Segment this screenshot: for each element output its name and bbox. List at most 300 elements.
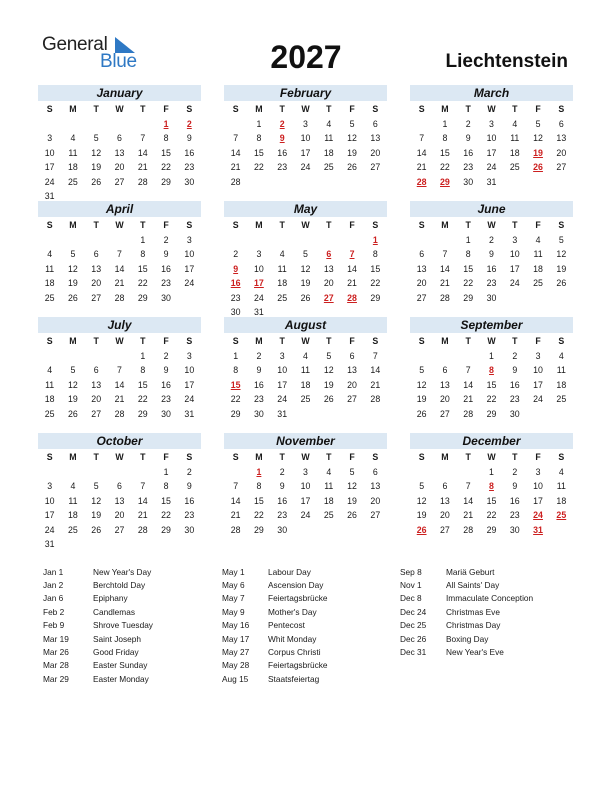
day-cell: 24	[300, 510, 311, 521]
day-cell: 7	[140, 481, 146, 492]
month-title: April	[38, 201, 201, 217]
holiday-name: Christmas Day	[446, 620, 501, 631]
day-cell: 19	[416, 510, 427, 521]
holiday-day-cell: 1	[372, 234, 378, 245]
calendar-year: 2027	[270, 39, 342, 75]
day-cell: 4	[47, 249, 53, 260]
day-cell: 4	[70, 133, 76, 144]
holiday-name: Easter Sunday	[93, 660, 148, 671]
day-cell: 8	[256, 133, 262, 144]
day-cell: 8	[163, 133, 169, 144]
day-cell: 10	[184, 249, 195, 260]
holiday-row	[222, 645, 328, 658]
month-february	[224, 85, 387, 189]
weekday-label: M	[69, 104, 77, 115]
day-cell: 13	[370, 133, 381, 144]
day-cell: 17	[509, 263, 520, 274]
day-cell: 21	[463, 394, 474, 405]
day-cell: 3	[256, 249, 262, 260]
day-cell: 19	[91, 510, 102, 521]
holiday-name: Staatsfeiertag	[268, 673, 320, 684]
day-cell: 19	[347, 147, 357, 158]
day-cell: 30	[486, 292, 497, 303]
weekday-label: M	[441, 104, 449, 115]
day-cell: 14	[137, 147, 148, 158]
weekday-label: T	[326, 220, 332, 231]
weekday-label: T	[465, 336, 471, 347]
day-cell: 10	[254, 263, 264, 274]
day-cell: 28	[114, 408, 125, 419]
day-cell: 6	[117, 481, 122, 492]
day-cell: 17	[533, 495, 543, 506]
day-cell: 29	[161, 176, 171, 187]
holiday-date: Jan 1	[43, 566, 64, 577]
weekday-label: M	[69, 452, 77, 463]
day-cell: 11	[45, 379, 55, 390]
day-cell: 12	[556, 249, 567, 260]
day-cell: 4	[47, 365, 53, 376]
day-cell: 21	[137, 162, 148, 173]
holiday-row	[43, 565, 153, 578]
week-row	[38, 508, 201, 523]
day-cell: 25	[323, 162, 334, 173]
day-cell: 5	[349, 118, 355, 129]
week-row	[410, 465, 573, 480]
day-cell: 9	[512, 365, 518, 376]
holiday-day-cell: 1	[163, 118, 169, 129]
day-cell: 27	[114, 176, 125, 187]
day-cell: 22	[254, 510, 264, 521]
week-row	[224, 117, 387, 132]
day-cell: 19	[68, 278, 78, 289]
day-cell: 20	[440, 510, 450, 521]
day-cell: 27	[347, 394, 357, 405]
weekday-label: M	[441, 336, 449, 347]
day-cell: 4	[535, 234, 541, 245]
day-cell: 19	[323, 379, 334, 390]
day-cell: 9	[465, 133, 471, 144]
week-row	[38, 349, 201, 364]
logo-text-general: General	[42, 34, 108, 55]
day-cell: 27	[370, 162, 381, 173]
holiday-name: Ascension Day	[268, 580, 324, 591]
holiday-day-cell: 9	[233, 263, 239, 274]
day-cell: 22	[137, 394, 148, 405]
day-cell: 22	[370, 278, 381, 289]
weekday-label: W	[115, 452, 124, 463]
day-cell: 5	[326, 350, 332, 361]
weekday-label: F	[535, 452, 541, 463]
holiday-date: Dec 31	[400, 647, 427, 658]
day-cell: 9	[186, 133, 192, 144]
holiday-name: Boxing Day	[446, 633, 489, 644]
day-cell: 7	[140, 133, 146, 144]
day-cell: 30	[161, 292, 171, 303]
day-cell: 1	[233, 350, 239, 361]
holiday-date: May 1	[222, 566, 245, 577]
day-cell: 13	[556, 133, 567, 144]
day-cell: 3	[47, 133, 53, 144]
day-cell: 23	[230, 292, 241, 303]
weekday-label: S	[186, 452, 193, 463]
weekday-label: T	[512, 220, 518, 231]
day-cell: 4	[326, 466, 332, 477]
day-cell: 24	[300, 162, 311, 173]
holiday-row	[400, 605, 533, 618]
holiday-date: Jan 2	[43, 580, 64, 591]
day-cell: 15	[486, 495, 497, 506]
day-cell: 6	[349, 350, 355, 361]
day-cell: 27	[370, 510, 381, 521]
day-cell: 29	[161, 524, 171, 535]
weekday-label: T	[512, 336, 518, 347]
day-cell: 3	[535, 350, 541, 361]
month-title: March	[410, 85, 573, 101]
day-cell: 22	[161, 510, 171, 521]
day-cell: 16	[463, 147, 474, 158]
day-cell: 30	[463, 176, 474, 187]
holiday-date: Feb 2	[43, 606, 65, 617]
day-cell: 28	[370, 394, 381, 405]
day-cell: 18	[68, 162, 78, 173]
month-january	[38, 85, 201, 204]
day-cell: 17	[277, 379, 288, 390]
day-cell: 18	[44, 394, 55, 405]
day-cell: 26	[300, 292, 311, 303]
week-row	[410, 276, 573, 291]
weekday-label: F	[349, 104, 355, 115]
day-cell: 1	[489, 466, 494, 477]
day-cell: 13	[370, 481, 381, 492]
holiday-row	[43, 578, 153, 591]
weekday-label: S	[372, 104, 379, 115]
week-row	[38, 175, 201, 190]
day-cell: 31	[44, 191, 55, 202]
day-cell: 10	[184, 365, 195, 376]
weekday-label: S	[232, 220, 239, 231]
day-cell: 10	[300, 481, 311, 492]
weekday-label: T	[326, 452, 332, 463]
day-cell: 23	[161, 394, 171, 405]
week-row	[224, 479, 387, 494]
day-cell: 14	[114, 379, 125, 390]
day-cell: 18	[556, 495, 567, 506]
day-cell: 18	[44, 278, 55, 289]
day-cell: 2	[163, 350, 169, 361]
weekday-label: S	[232, 336, 239, 347]
day-cell: 24	[533, 394, 543, 405]
day-cell: 22	[137, 278, 148, 289]
holiday-date: Mar 19	[43, 633, 69, 644]
weekday-header	[38, 334, 201, 349]
month-june	[410, 201, 573, 305]
weekday-header	[410, 450, 573, 465]
day-cell: 29	[370, 292, 381, 303]
week-row	[410, 146, 573, 161]
day-cell: 22	[161, 162, 171, 173]
holiday-row	[400, 565, 533, 578]
holiday-name: Immaculate Conception	[446, 593, 534, 604]
day-cell: 8	[442, 133, 448, 144]
day-cell: 18	[323, 147, 334, 158]
day-cell: 10	[277, 365, 288, 376]
day-cell: 21	[463, 510, 474, 521]
weekday-label: M	[69, 220, 77, 231]
day-cell: 16	[509, 495, 520, 506]
day-cell: 11	[68, 147, 78, 158]
day-cell: 6	[442, 481, 448, 492]
day-cell: 4	[70, 481, 76, 492]
holiday-row	[222, 632, 328, 645]
day-cell: 13	[91, 263, 102, 274]
day-cell: 28	[463, 524, 474, 535]
day-cell: 6	[93, 249, 99, 260]
day-cell: 19	[91, 162, 102, 173]
week-row	[410, 247, 573, 262]
holiday-date: Dec 26	[400, 633, 427, 644]
day-cell: 26	[347, 162, 357, 173]
day-cell: 7	[419, 133, 425, 144]
day-cell: 14	[440, 263, 450, 274]
day-cell: 28	[463, 408, 474, 419]
day-cell: 26	[347, 510, 357, 521]
day-cell: 25	[323, 510, 334, 521]
day-cell: 14	[347, 263, 357, 274]
day-cell: 20	[370, 495, 381, 506]
day-cell: 4	[303, 350, 308, 361]
holiday-row	[400, 578, 533, 591]
day-cell: 22	[230, 394, 241, 405]
day-cell: 27	[91, 292, 102, 303]
weekday-label: T	[93, 452, 99, 463]
weekday-label: F	[535, 220, 541, 231]
day-cell: 30	[230, 307, 241, 318]
weekday-label: S	[46, 336, 53, 347]
weekday-header	[224, 102, 387, 117]
weekday-label: W	[301, 452, 310, 463]
day-cell: 1	[489, 350, 494, 361]
month-title: December	[410, 433, 573, 449]
holiday-day-cell: 2	[279, 118, 285, 129]
week-row	[410, 479, 573, 494]
holiday-day-cell: 8	[489, 365, 494, 376]
holiday-name: New Year's Day	[93, 566, 152, 577]
day-cell: 21	[230, 510, 241, 521]
day-cell: 5	[70, 249, 76, 260]
day-cell: 17	[300, 495, 311, 506]
weekday-label: W	[487, 104, 496, 115]
day-cell: 24	[184, 278, 195, 289]
holiday-date: May 27	[222, 647, 250, 658]
week-row	[224, 262, 387, 277]
day-cell: 26	[91, 524, 102, 535]
week-row	[224, 392, 387, 407]
weekday-label: M	[441, 220, 449, 231]
day-cell: 16	[277, 495, 288, 506]
day-cell: 13	[114, 147, 125, 158]
day-cell: 23	[184, 510, 195, 521]
day-cell: 21	[114, 278, 125, 289]
month-december	[410, 433, 573, 537]
day-cell: 19	[347, 495, 357, 506]
holiday-date: Jan 6	[43, 593, 64, 604]
day-cell: 24	[44, 176, 55, 187]
week-row	[410, 508, 573, 523]
holiday-name: Feiertagsbrücke	[268, 660, 328, 671]
day-cell: 30	[254, 408, 264, 419]
holiday-row	[43, 605, 153, 618]
day-cell: 3	[303, 466, 308, 477]
day-cell: 26	[323, 394, 334, 405]
weekday-label: T	[279, 220, 285, 231]
weekday-label: W	[115, 336, 124, 347]
holiday-name: Mother's Day	[268, 606, 317, 617]
day-cell: 11	[68, 495, 78, 506]
month-title: July	[38, 317, 201, 333]
weekday-header	[224, 450, 387, 465]
holiday-name: Berchtold Day	[93, 580, 146, 591]
holiday-date: Nov 1	[400, 580, 422, 591]
holiday-day-cell: 9	[279, 133, 285, 144]
day-cell: 15	[440, 147, 450, 158]
day-cell: 15	[254, 495, 264, 506]
day-cell: 6	[372, 118, 378, 129]
day-cell: 18	[509, 147, 520, 158]
day-cell: 6	[372, 466, 378, 477]
day-cell: 23	[486, 278, 497, 289]
holiday-row	[222, 605, 328, 618]
day-cell: 23	[277, 510, 288, 521]
holiday-day-cell: 6	[326, 249, 332, 260]
weekday-label: T	[512, 452, 518, 463]
day-cell: 15	[486, 379, 497, 390]
holiday-day-cell: 26	[533, 162, 543, 173]
day-cell: 12	[68, 379, 78, 390]
week-row	[224, 146, 387, 161]
day-cell: 9	[186, 481, 192, 492]
weekday-label: T	[279, 104, 285, 115]
week-row	[410, 117, 573, 132]
day-cell: 23	[509, 394, 520, 405]
weekday-label: M	[255, 452, 263, 463]
holiday-date: May 9	[222, 606, 245, 617]
holiday-name: New Year's Eve	[446, 647, 504, 658]
day-cell: 12	[416, 495, 427, 506]
holiday-name: Feiertagsbrücke	[268, 593, 328, 604]
weekday-label: T	[279, 452, 285, 463]
weekday-label: T	[140, 220, 146, 231]
day-cell: 20	[91, 394, 102, 405]
day-cell: 21	[370, 379, 381, 390]
day-cell: 2	[256, 350, 262, 361]
day-cell: 31	[254, 307, 264, 318]
holiday-date: Sep 8	[400, 566, 422, 577]
day-cell: 5	[93, 133, 99, 144]
weekday-label: S	[558, 452, 565, 463]
day-cell: 15	[137, 263, 148, 274]
day-cell: 19	[68, 394, 78, 405]
day-cell: 21	[416, 162, 427, 173]
day-cell: 20	[323, 278, 334, 289]
week-row	[410, 175, 573, 190]
day-cell: 15	[370, 263, 381, 274]
day-cell: 22	[463, 278, 474, 289]
holiday-column	[222, 565, 328, 686]
day-cell: 2	[489, 234, 494, 245]
day-cell: 6	[117, 133, 122, 144]
day-cell: 3	[512, 234, 518, 245]
weekday-label: F	[163, 336, 169, 347]
day-cell: 23	[184, 162, 195, 173]
day-cell: 5	[419, 365, 425, 376]
day-cell: 20	[114, 510, 125, 521]
day-cell: 16	[184, 495, 195, 506]
month-title: May	[224, 201, 387, 217]
day-cell: 2	[512, 466, 518, 477]
week-row	[38, 537, 201, 552]
day-cell: 13	[440, 495, 450, 506]
holiday-row	[222, 672, 328, 685]
weekday-label: T	[140, 452, 146, 463]
day-cell: 29	[463, 292, 474, 303]
week-row	[38, 479, 201, 494]
weekday-label: S	[372, 452, 379, 463]
day-cell: 11	[277, 263, 287, 274]
week-row	[224, 523, 387, 538]
day-cell: 17	[44, 510, 55, 521]
week-row	[38, 465, 201, 480]
day-cell: 2	[512, 350, 518, 361]
day-cell: 27	[91, 408, 102, 419]
day-cell: 10	[44, 147, 55, 158]
day-cell: 12	[416, 379, 427, 390]
logo-text-blue: Blue	[100, 51, 137, 72]
day-cell: 13	[91, 379, 102, 390]
day-cell: 28	[137, 524, 148, 535]
day-cell: 8	[233, 365, 239, 376]
day-cell: 1	[442, 118, 448, 129]
day-cell: 7	[233, 133, 239, 144]
day-cell: 5	[349, 466, 355, 477]
day-cell: 12	[91, 147, 102, 158]
weekday-label: S	[186, 220, 193, 231]
day-cell: 2	[163, 234, 169, 245]
holiday-column	[43, 565, 153, 686]
day-cell: 20	[416, 278, 427, 289]
holiday-day-cell: 29	[440, 176, 450, 187]
day-cell: 14	[416, 147, 427, 158]
month-august	[224, 317, 387, 421]
weekday-header	[38, 450, 201, 465]
week-row	[410, 160, 573, 175]
day-cell: 7	[465, 481, 471, 492]
day-cell: 29	[254, 524, 264, 535]
weekday-label: S	[372, 220, 379, 231]
weekday-label: F	[535, 104, 541, 115]
day-cell: 25	[277, 292, 288, 303]
day-cell: 17	[184, 379, 195, 390]
week-row	[38, 146, 201, 161]
weekday-label: S	[46, 104, 53, 115]
day-cell: 20	[370, 147, 381, 158]
weekday-header	[38, 102, 201, 117]
holiday-day-cell: 26	[416, 524, 427, 535]
holiday-day-cell: 25	[556, 510, 567, 521]
week-row	[410, 262, 573, 277]
day-cell: 30	[184, 176, 195, 187]
week-row	[410, 233, 573, 248]
month-title: February	[224, 85, 387, 101]
